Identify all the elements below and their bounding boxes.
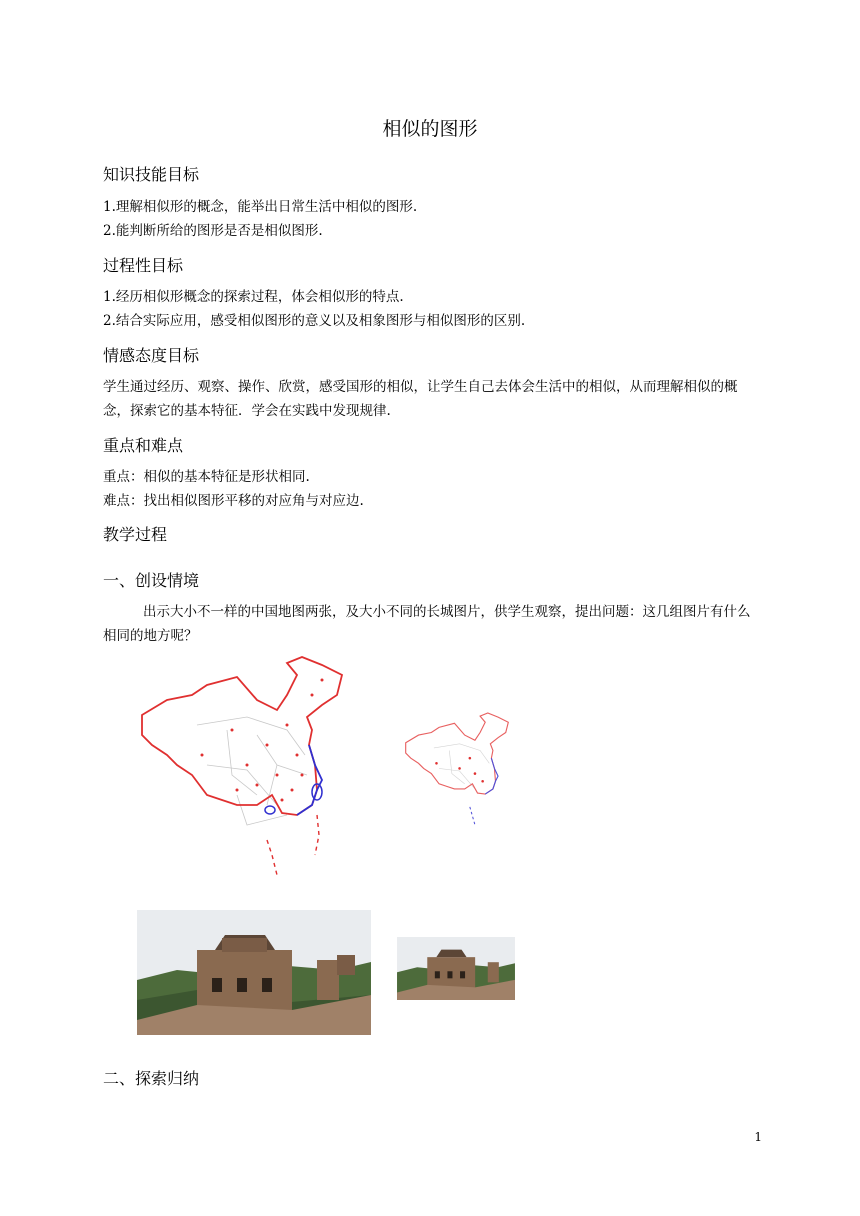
part1-text: 出示大小不一样的中国地图两张，及大小不同的长城图片，供学生观察，提出问题：这几组图片有什么相同的地方呢？ <box>103 604 751 644</box>
text-line: 难点：找出相似图形平移的对应角与对应边. <box>103 493 364 509</box>
text-line: 学生通过经历、观察、操作、欣赏，感受国形的相似，让学生自己去体会生活中的相似，从而理解相似的概念，探索它的基本特征．学会在实践中发现规律. <box>103 379 738 419</box>
section-heading-emotion: 情感态度目标 <box>103 346 200 365</box>
text-line: 重点：相似的基本特征是形状相同. <box>103 469 310 485</box>
china-map-small-image <box>402 712 512 830</box>
text-line: 2.能判断所给的图形是否是相似图形. <box>103 223 323 239</box>
china-map-large-image <box>137 655 347 885</box>
section-heading-focus: 重点和难点 <box>103 436 184 455</box>
section-text <box>103 195 758 243</box>
text-line: 2.结合实际应用，感受相似图形的意义以及相象图形与相似图形的区别. <box>103 313 526 329</box>
section-text <box>103 285 758 333</box>
page-title: 相似的图形 <box>382 118 478 140</box>
great-wall-photo-small <box>397 937 515 1000</box>
part1-heading: 一、创设情境 <box>103 571 200 590</box>
section-heading-knowledge: 知识技能目标 <box>103 165 200 184</box>
part2-heading: 二、探索归纳 <box>103 1069 200 1088</box>
section-heading-process: 过程性目标 <box>103 256 184 275</box>
section-text <box>103 465 758 513</box>
text-line: 1.理解相似形的概念，能举出日常生活中相似的图形. <box>103 199 418 215</box>
text-line: 1.经历相似形概念的探索过程，体会相似形的特点. <box>103 289 404 305</box>
section-text <box>103 375 758 423</box>
page-number: 1 <box>754 1130 762 1144</box>
teaching-heading: 教学过程 <box>103 525 168 544</box>
great-wall-photo-large <box>137 910 371 1035</box>
